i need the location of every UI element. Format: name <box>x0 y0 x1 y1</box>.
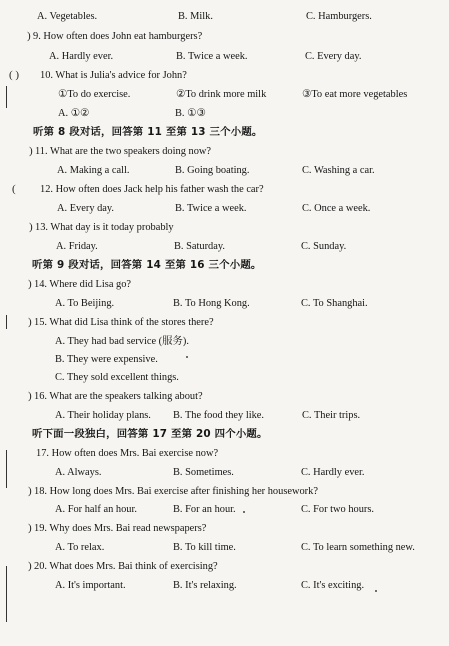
option: A. For half an hour. <box>55 504 137 515</box>
section-heading: 听第 8 段对话，回答第 11 至第 13 三个小题。 <box>33 126 263 138</box>
option: C. They sold excellent things. <box>55 372 179 383</box>
answer-bracket: ) <box>28 522 32 534</box>
question-stem: 9. How often does John eat hamburgers? <box>33 31 203 42</box>
answer-bracket: ) <box>28 560 32 572</box>
option: A. Always. <box>55 467 102 478</box>
option: B. To Hong Kong. <box>173 298 250 309</box>
option: A. To relax. <box>55 542 105 553</box>
option: B. Milk. <box>178 11 213 22</box>
option: B. The food they like. <box>173 410 264 421</box>
question-stem: 15. What did Lisa think of the stores there? <box>34 317 214 328</box>
option: A. Hardly ever. <box>49 51 114 62</box>
option: B. It's relaxing. <box>173 580 237 591</box>
option: C. To learn something new. <box>301 542 415 553</box>
scan-speck <box>186 356 188 358</box>
option: A. Vegetables. <box>37 11 98 22</box>
option: C. Hardly ever. <box>301 467 365 478</box>
option: B. Twice a week. <box>176 51 248 62</box>
option: A. To Beijing. <box>55 298 115 309</box>
option: B. Twice a week. <box>175 203 247 214</box>
answer-bracket: ) <box>29 145 33 157</box>
option: C. Their trips. <box>302 410 361 421</box>
answer-bracket: ) <box>29 221 33 233</box>
option: A. Their holiday plans. <box>55 410 151 421</box>
answer-bracket: ( ) <box>9 69 20 81</box>
question-stem: 11. What are the two speakers doing now? <box>35 146 212 157</box>
option: C. Hamburgers. <box>306 11 372 22</box>
question-stem: 19. Why does Mrs. Bai read newspapers? <box>34 523 207 534</box>
margin-line <box>6 86 7 108</box>
option: A. Every day. <box>57 203 115 214</box>
margin-line <box>6 450 7 488</box>
option: C. To Shanghai. <box>301 298 368 309</box>
section-heading: 听第 9 段对话，回答第 14 至第 16 三个小题。 <box>32 259 262 271</box>
option: A. Friday. <box>56 241 98 252</box>
answer-bracket: ) <box>27 30 31 42</box>
question-stem: 20. What does Mrs. Bai think of exercising? <box>34 561 218 572</box>
scan-speck <box>243 511 245 513</box>
answer-bracket: ) <box>28 390 32 402</box>
question-stem: 18. How long does Mrs. Bai exercise after finishing her housework? <box>34 486 318 497</box>
option: ③To eat more vegetables <box>302 89 408 100</box>
option: A. They had bad service (服务). <box>55 336 189 347</box>
question-stem: 16. What are the speakers talking about? <box>34 391 203 402</box>
question-stem: 17. How often does Mrs. Bai exercise now? <box>36 448 219 459</box>
answer-bracket: ( <box>12 183 16 195</box>
answer-bracket: ) <box>28 316 32 328</box>
option: C. Washing a car. <box>302 165 375 176</box>
question-stem: 10. What is Julia's advice for John? <box>40 70 187 81</box>
margin-line <box>6 566 7 622</box>
option: ①To do exercise. <box>58 89 131 100</box>
option: B. To kill time. <box>173 542 236 553</box>
option: C. Sunday. <box>301 241 347 252</box>
option: ②To drink more milk <box>176 89 267 100</box>
section-heading: 听下面一段独白，回答第 17 至第 20 四个小题。 <box>32 428 268 440</box>
scan-speck <box>375 590 377 592</box>
option: A. Making a call. <box>57 165 130 176</box>
option: A. It's important. <box>55 580 126 591</box>
option: B. Saturday. <box>174 241 225 252</box>
question-stem: 13. What day is it today probably <box>35 222 174 233</box>
option: B. They were expensive. <box>55 354 158 365</box>
option: C. For two hours. <box>301 504 375 515</box>
option: C. Once a week. <box>302 203 371 214</box>
option: B. ①③ <box>175 108 206 119</box>
option: A. ①② <box>58 108 90 119</box>
answer-bracket: ) <box>28 278 32 290</box>
question-stem: 12. How often does Jack help his father wash the car? <box>40 184 264 195</box>
answer-bracket: ) <box>28 485 32 497</box>
option: B. Going boating. <box>175 165 250 176</box>
option: B. For an hour. <box>173 504 236 515</box>
option: C. Every day. <box>305 51 362 62</box>
question-stem: 14. Where did Lisa go? <box>34 279 132 290</box>
option: B. Sometimes. <box>173 467 234 478</box>
margin-line <box>6 315 7 329</box>
option: C. It's exciting. <box>301 580 365 591</box>
